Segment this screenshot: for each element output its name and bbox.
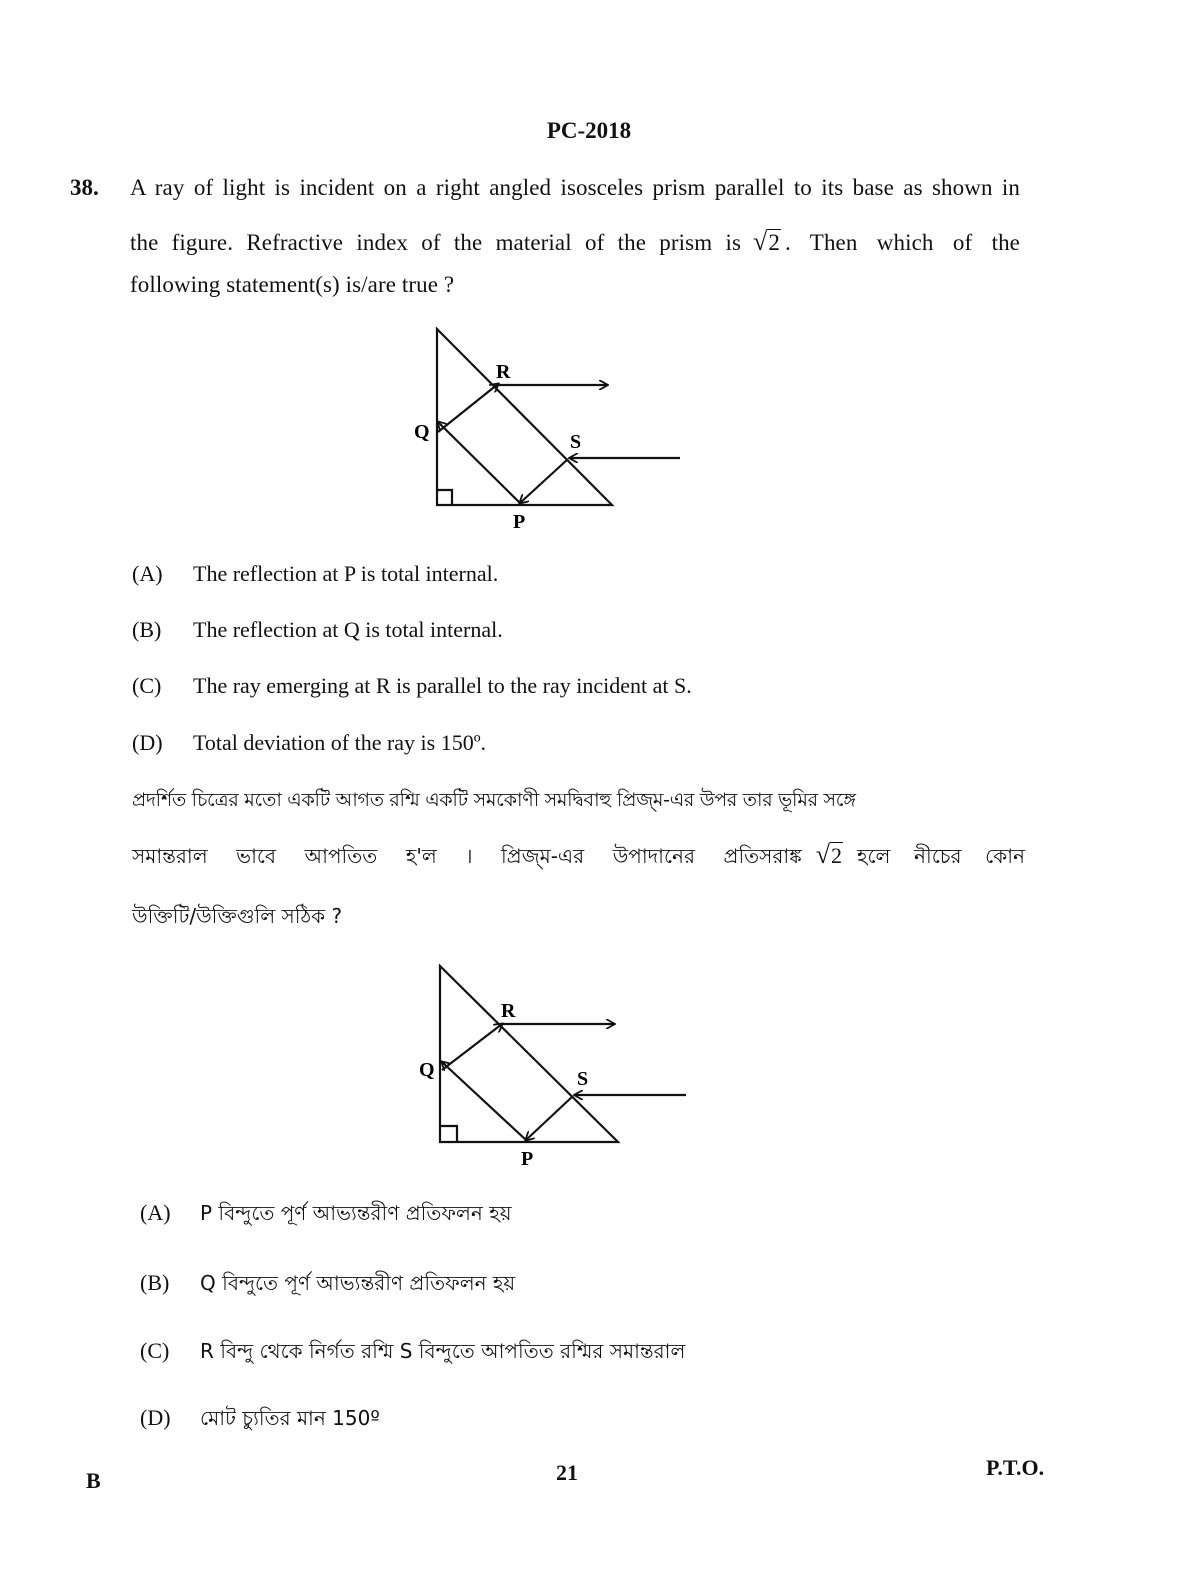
pto-note: P.T.O. [986, 1455, 1045, 1480]
question-text-en-line2-a: the figure. Refractive index of the material of the prism is [130, 230, 742, 255]
option-text-d-en: Total deviation of the ray is 150º. [193, 730, 487, 755]
option-letter-d-bn: (D) [140, 1405, 171, 1430]
label-q-2: Q [419, 1059, 435, 1081]
question-number: 38. [70, 175, 99, 200]
question-text-bn-line2 [132, 840, 1025, 875]
question-text-bn-line3: উক্তিটি/উক্তিগুলি সঠিক ? [132, 904, 343, 928]
option-letter-a-bn: (A) [140, 1200, 171, 1225]
prism-figure-en [400, 320, 700, 535]
prism-triangle [437, 329, 612, 505]
ray-q-to-r [438, 384, 498, 432]
option-text-c-en: The ray emerging at R is parallel to the ray incident at S. [193, 673, 692, 698]
option-text-c-bn: R বিন্দু থেকে নির্গত রশ্মি S বিন্দুতে আপতিত রশ্মির সমান্তরাল [200, 1339, 686, 1363]
sqrt-radicand-bn: 2 [831, 843, 842, 868]
label-p-2: P [521, 1148, 534, 1170]
ray-p-to-q-2 [442, 1062, 526, 1140]
sqrt-sign-bn: √ [815, 840, 830, 869]
label-q: Q [414, 421, 430, 443]
option-text-a-bn: P বিন্দুতে পূর্ণ আভ্যন্তরীণ প্রতিফলন হয় [200, 1201, 512, 1225]
prism-triangle-2 [440, 966, 618, 1142]
option-letter-c-en: (C) [132, 673, 162, 698]
sqrt-radicand: 2 [768, 230, 780, 255]
label-r: R [496, 361, 511, 383]
question-text-en-line2 [130, 227, 1020, 257]
option-text-d-bn: মোট চ্যুতির মান 150º [200, 1406, 380, 1430]
option-letter-a-en: (A) [132, 561, 163, 586]
right-angle-mark-2 [440, 1126, 457, 1142]
set-code: B [86, 1468, 101, 1493]
ray-q-to-r-2 [442, 1024, 502, 1070]
right-angle-mark [437, 490, 452, 505]
question-text-en-line2-b: . Then which of the [785, 230, 1020, 255]
option-letter-c-bn: (C) [140, 1338, 170, 1363]
option-text-b-bn: Q বিন্দুতে পূর্ণ আভ্যন্তরীণ প্রতিফলন হয় [200, 1271, 516, 1295]
sqrt-expression-bn [816, 840, 843, 870]
option-letter-d-en: (D) [132, 730, 163, 755]
ray-s-to-p-2 [526, 1096, 573, 1140]
question-text-en-line1: A ray of light is incident on a right angled isosceles prism parallel to its base as shown in [130, 175, 1020, 200]
ray-s-to-p [520, 459, 568, 503]
page-number: 21 [556, 1460, 578, 1485]
question-text-en-line3: following statement(s) is/are true ? [130, 272, 455, 297]
option-text-b-en: The reflection at Q is total internal. [193, 617, 503, 642]
sqrt-expression-en [753, 227, 781, 257]
question-text-bn-line2-b: হলে নীচের কোন [857, 844, 1025, 868]
sqrt-sign: √ [753, 227, 768, 256]
label-s-2: S [577, 1068, 589, 1090]
option-letter-b-bn: (B) [140, 1270, 170, 1295]
paper-code: PC-2018 [546, 118, 632, 143]
label-r-2: R [501, 1000, 516, 1022]
option-letter-b-en: (B) [132, 617, 162, 642]
label-s: S [570, 431, 582, 453]
label-p: P [513, 511, 526, 533]
question-text-bn-line2-a: সমান্তরাল ভাবে আপতিত হ'ল । প্রিজ্‌ম-এর উপাদানের প্রতিসরাঙ্ক [132, 844, 802, 868]
prism-figure-bn [405, 958, 705, 1173]
question-text-bn-line1: প্রদর্শিত চিত্রের মতো একটি আগত রশ্মি একটি সমকোণী সমদ্বিবাহু প্রিজ্‌ম-এর উপর তার ভূমির সঙ্গে [132, 789, 856, 811]
option-text-a-en: The reflection at P is total internal. [193, 561, 499, 586]
